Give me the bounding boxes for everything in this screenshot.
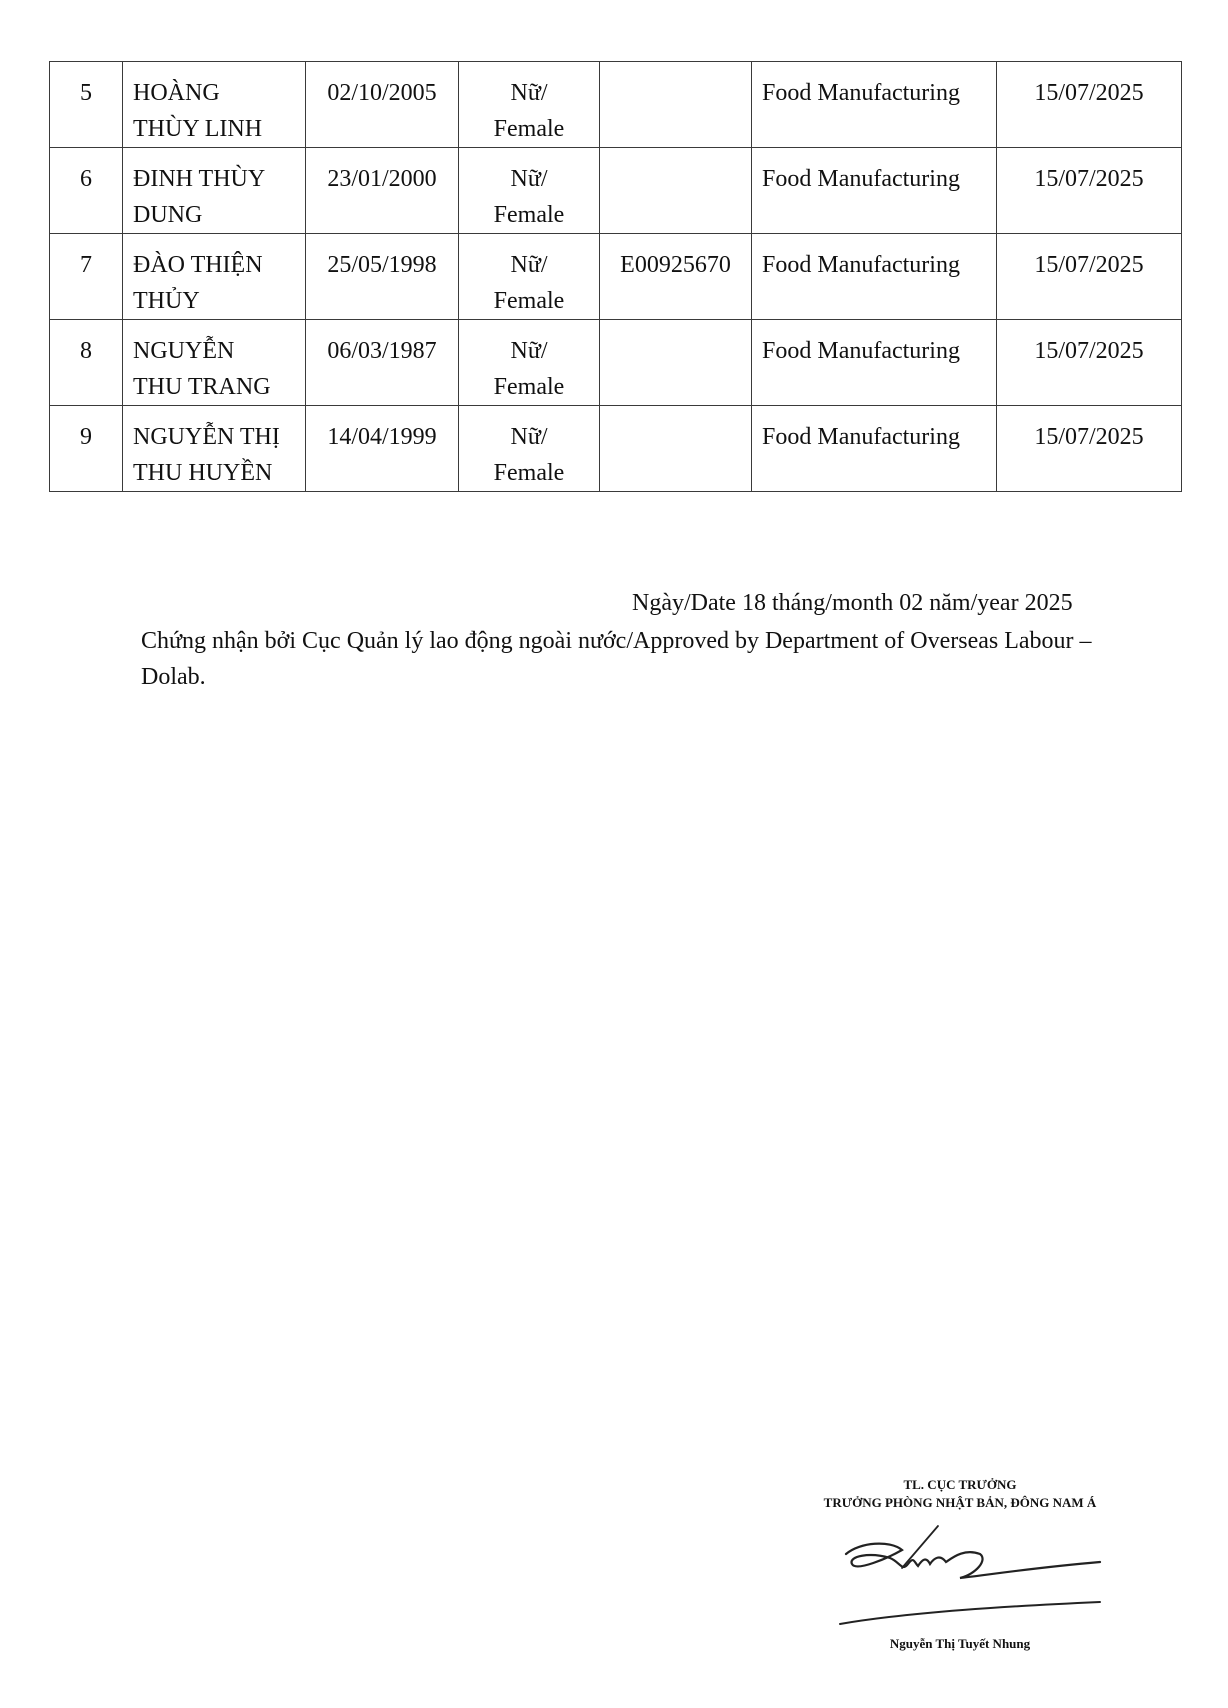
passport-number-cell — [600, 406, 752, 492]
gender-line: Female — [493, 460, 565, 486]
job-category-cell: Food Manufacturing — [752, 148, 997, 234]
gender-line: Nữ/ — [510, 166, 548, 192]
table-row — [50, 234, 1182, 320]
entry-date-cell: 15/07/2025 — [997, 148, 1182, 234]
worker-name-cell — [123, 234, 306, 320]
gender-line: Female — [493, 202, 565, 228]
worker-name-line: THU TRANG — [133, 374, 271, 400]
signature-title-block — [770, 1476, 1150, 1512]
job-category-cell: Food Manufacturing — [752, 320, 997, 406]
worker-name-cell — [123, 406, 306, 492]
row-number-cell: 8 — [50, 320, 123, 406]
gender-line: Nữ/ — [510, 424, 548, 450]
signature-title-line-1: TL. CỤC TRƯỞNG — [903, 1477, 1017, 1492]
passport-number-cell — [600, 148, 752, 234]
date-of-birth-cell: 23/01/2000 — [306, 148, 459, 234]
worker-name-line: DUNG — [133, 202, 203, 228]
passport-number-cell — [600, 62, 752, 148]
job-category-cell: Food Manufacturing — [752, 234, 997, 320]
row-number-cell: 5 — [50, 62, 123, 148]
gender-line: Nữ/ — [510, 338, 548, 364]
entry-date-cell: 15/07/2025 — [997, 234, 1182, 320]
gender-cell — [459, 320, 600, 406]
worker-table-body — [50, 62, 1182, 492]
passport-number-cell: E00925670 — [600, 234, 752, 320]
gender-line: Nữ/ — [510, 80, 548, 106]
worker-name-line: ĐINH THÙY — [133, 166, 266, 192]
approval-statement: Chứng nhận bởi Cục Quản lý lao động ngoài nước/Approved by Department of Overseas Labour – Dolab. — [141, 628, 1092, 690]
worker-name-line: HOÀNG — [133, 80, 220, 106]
entry-date-cell: 15/07/2025 — [997, 62, 1182, 148]
signature-title-line-2: TRƯỞNG PHÒNG NHẬT BẢN, ĐÔNG NAM Á — [823, 1495, 1097, 1510]
date-of-birth-cell: 14/04/1999 — [306, 406, 459, 492]
job-category-cell: Food Manufacturing — [752, 62, 997, 148]
row-number-cell: 6 — [50, 148, 123, 234]
gender-cell — [459, 406, 600, 492]
table-row — [50, 62, 1182, 148]
worker-name-cell — [123, 62, 306, 148]
date-of-birth-cell: 25/05/1998 — [306, 234, 459, 320]
table-row — [50, 320, 1182, 406]
gender-line: Female — [493, 116, 565, 142]
issue-date-line: Ngày/Date 18 tháng/month 02 năm/year 2025 — [632, 590, 1073, 616]
gender-cell — [459, 234, 600, 320]
worker-name-line: NGUYỄN THỊ — [133, 424, 280, 450]
date-of-birth-cell: 06/03/1987 — [306, 320, 459, 406]
worker-name-cell — [123, 148, 306, 234]
gender-line: Female — [493, 374, 565, 400]
gender-line: Nữ/ — [510, 252, 548, 278]
entry-date-cell: 15/07/2025 — [997, 406, 1182, 492]
worker-name-cell — [123, 320, 306, 406]
row-number-cell: 9 — [50, 406, 123, 492]
signer-name: Nguyễn Thị Tuyết Nhung — [889, 1636, 1031, 1651]
worker-name-line: THỦY — [133, 288, 200, 314]
passport-number-cell — [600, 320, 752, 406]
job-category-cell: Food Manufacturing — [752, 406, 997, 492]
date-of-birth-cell: 02/10/2005 — [306, 62, 459, 148]
handwritten-signature — [830, 1520, 1110, 1632]
worker-name-line: NGUYỄN — [133, 338, 235, 364]
table-row — [50, 406, 1182, 492]
worker-name-line: THÙY LINH — [133, 116, 263, 142]
worker-table — [49, 61, 1182, 492]
entry-date-cell: 15/07/2025 — [997, 320, 1182, 406]
table-row — [50, 148, 1182, 234]
worker-name-line: THU HUYỀN — [133, 460, 273, 486]
gender-cell — [459, 148, 600, 234]
worker-name-line: ĐÀO THIỆN — [133, 252, 263, 278]
gender-line: Female — [493, 288, 565, 314]
row-number-cell: 7 — [50, 234, 123, 320]
gender-cell — [459, 62, 600, 148]
